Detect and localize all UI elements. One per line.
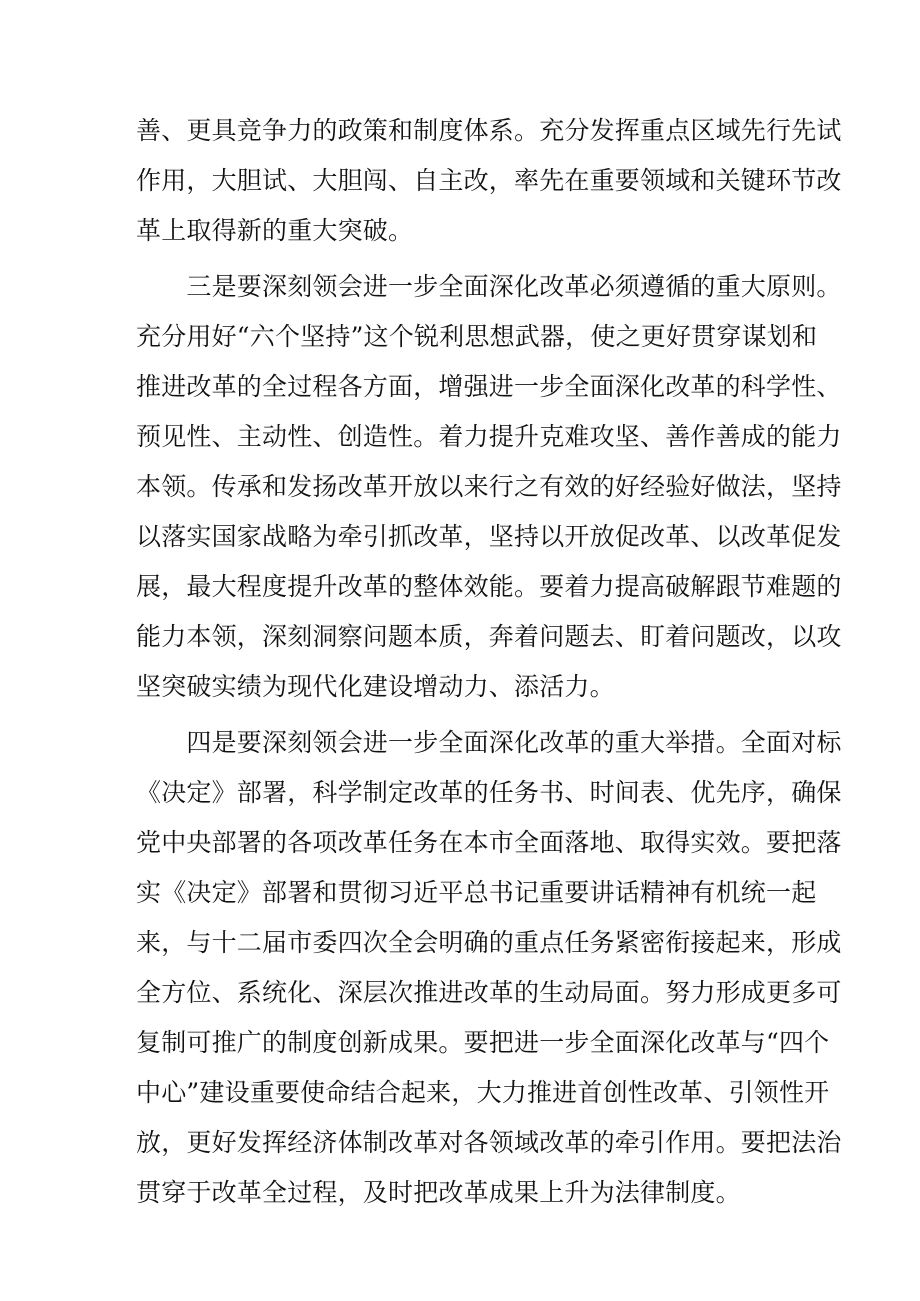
paragraph-2 <box>136 262 842 712</box>
text-line: 展，最大程度提升改革的整体效能。要着力提高破解跟节难题的 <box>136 572 842 601</box>
text-line: 复制可推广的制度创新成果。要把进一步全面深化改革与“四个 <box>136 1028 830 1057</box>
text-line: 善、更具竞争力的政策和制度体系。充分发挥重点区域先行先试 <box>136 116 842 145</box>
text-line: 充分用好“六个坚持”这个锐利思想武器，使之更好贯穿谋划和 <box>136 322 818 351</box>
paragraph-1 <box>136 106 842 256</box>
text-line: 实《决定》部署和贯彻习近平总书记重要讲话精神有机统一起 <box>136 878 817 907</box>
text-line: 本领。传承和发扬改革开放以来行之有效的好经验好做法，坚持 <box>136 472 842 501</box>
text-line: 来，与十二届市委四次全会明确的重点任务紧密衔接起来，形成 <box>136 928 842 957</box>
text-line: 四是要深刻领会进一步全面深化改革的重大举措。全面对标 <box>136 728 842 757</box>
text-line: 党中央部署的各项改革任务在本市全面落地、取得实效。要把落 <box>136 828 842 857</box>
text-line: 以落实国家战略为牵引抓改革，坚持以开放促改革、以改革促发 <box>136 522 842 551</box>
text-line: 三是要深刻领会进一步全面深化改革必须遵循的重大原则。 <box>136 272 842 301</box>
text-line: 作用，大胆试、大胆闯、自主改，率先在重要领域和关键环节改 <box>136 166 842 195</box>
text-line: 中心”建设重要使命结合起来，大力推进首创性改革、引领性开 <box>136 1078 830 1107</box>
text-line: 全方位、系统化、深层次推进改革的生动局面。努力形成更多可 <box>136 978 842 1007</box>
text-line: 推进改革的全过程各方面，增强进一步全面深化改革的科学性、 <box>136 372 842 401</box>
text-line: 预见性、主动性、创造性。着力提升克难攻坚、善作善成的能力 <box>136 422 842 451</box>
text-line: 能力本领，深刻洞察问题本质，奔着问题去、盯着问题改，以攻 <box>136 622 842 651</box>
text-line: 贯穿于改革全过程，及时把改革成果上升为法律制度。 <box>136 1178 741 1207</box>
text-line: 革上取得新的重大突破。 <box>136 216 414 245</box>
text-line: 坚突破实绩为现代化建设增动力、添活力。 <box>136 672 615 701</box>
paragraph-3 <box>136 718 842 1218</box>
text-line: 放，更好发挥经济体制改革对各领域改革的牵引作用。要把法治 <box>136 1128 842 1157</box>
document-body <box>136 106 842 1218</box>
text-line: 《决定》部署，科学制定改革的任务书、时间表、优先序，确保 <box>136 778 842 807</box>
